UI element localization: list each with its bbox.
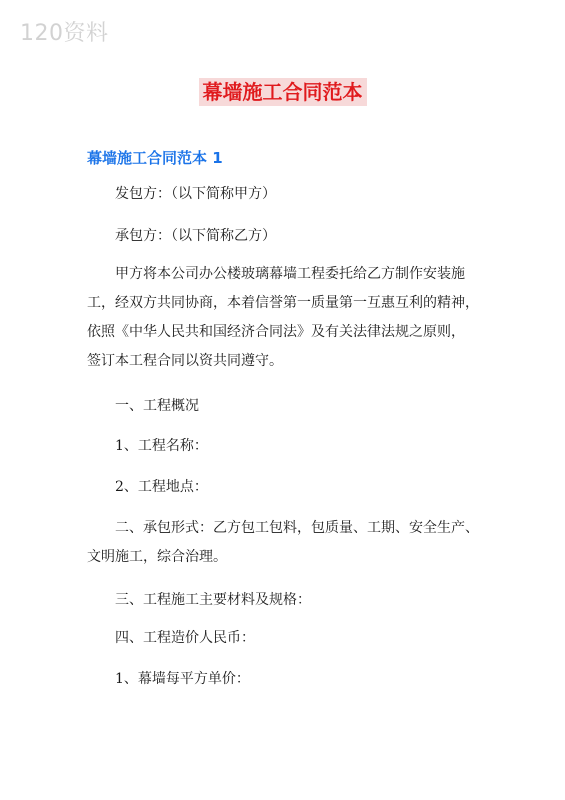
paragraph-line: 1、幕墙每平方单价： [87, 671, 250, 687]
paragraph-unit-price [87, 665, 487, 694]
document-title [0, 76, 565, 105]
paragraph-line: 文明施工，综合治理。 [87, 549, 227, 565]
paragraph-line: 三、工程施工主要材料及规格： [87, 592, 311, 608]
watermark: 120资料 [20, 21, 109, 46]
paragraph-issuer [87, 180, 487, 209]
paragraph-line: 承包方：（以下简称乙方） [87, 228, 276, 244]
paragraph-line: 工，经双方共同协商，本着信誉第一质量第一互惠互利的精神， [87, 295, 479, 311]
document-title-text: 幕墙施工合同范本 [199, 78, 367, 106]
paragraph-line: 一、工程概况 [87, 398, 199, 414]
paragraph-line: 签订本工程合同以资共同遵守。 [87, 353, 283, 369]
paragraph-project-location [87, 473, 487, 502]
paragraph-line: 1、工程名称： [87, 438, 208, 454]
paragraph-line: 发包方：（以下简称甲方） [87, 186, 276, 202]
paragraph-line: 2、工程地点： [87, 479, 208, 495]
paragraph-contractor [87, 222, 487, 251]
section-heading: 幕墙施工合同范本 1 [87, 149, 223, 167]
paragraph-materials [87, 586, 487, 615]
paragraph-intro [87, 260, 487, 376]
paragraph-line: 甲方将本公司办公楼玻璃幕墙工程委托给乙方制作安装施 [87, 266, 465, 282]
paragraph-contract-form [87, 514, 487, 572]
paragraph-line: 依照《中华人民共和国经济合同法》及有关法律法规之原则， [87, 324, 465, 340]
paragraph-project-cost [87, 624, 487, 653]
paragraph-project-overview [87, 392, 487, 421]
paragraph-line: 二、承包形式：乙方包工包料，包质量、工期、安全生产、 [87, 520, 479, 536]
paragraph-project-name [87, 432, 487, 461]
paragraph-line: 四、工程造价人民币： [87, 630, 255, 646]
